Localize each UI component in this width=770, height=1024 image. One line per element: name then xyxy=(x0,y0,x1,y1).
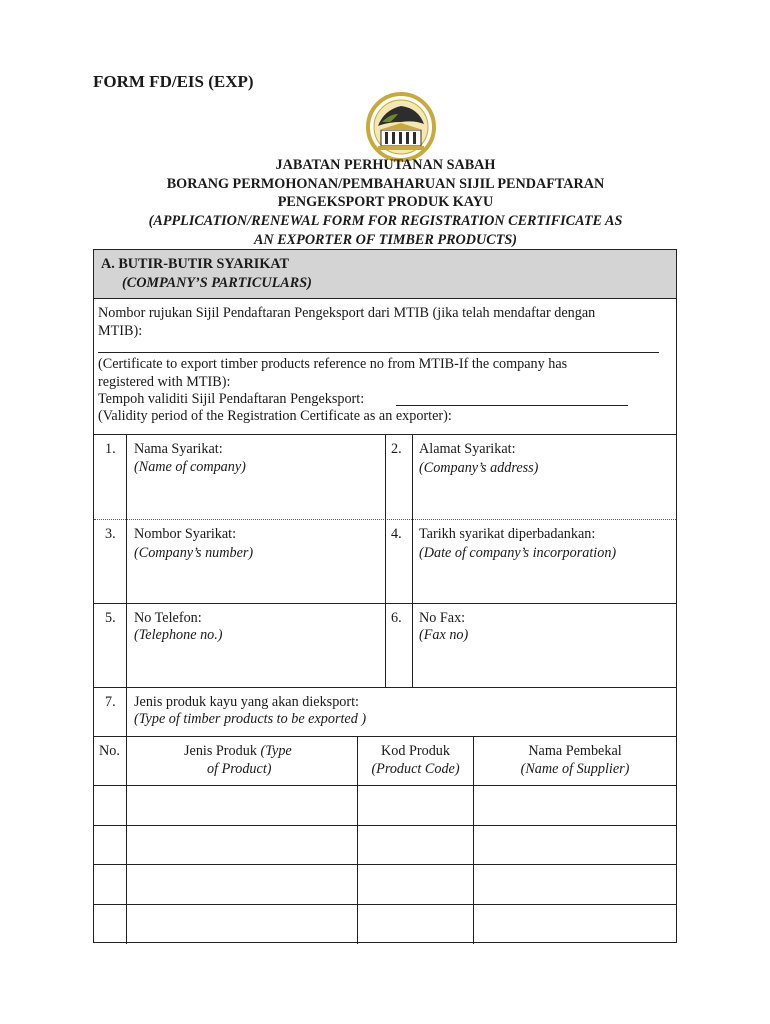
mtib-ref-label-1: Nombor rujukan Sijil Pendaftaran Pengeksport dari MTIB (jika telah mendaftar dengan xyxy=(98,305,596,321)
product-row-3-code[interactable] xyxy=(358,865,472,903)
col-type-header-text-en: (Type xyxy=(260,743,292,759)
section-a-header xyxy=(94,250,676,299)
col-type-header-a xyxy=(184,743,292,761)
telephone-label: No Telefon: xyxy=(134,610,202,626)
validity-label: Tempoh validiti Sijil Pendaftaran Pengeksport: xyxy=(98,391,365,407)
product-row-3-type[interactable] xyxy=(127,865,356,903)
header-line-3: PENGEKSPORT PRODUK KAYU xyxy=(277,194,494,210)
header-line-4: (APPLICATION/RENEWAL FORM FOR REGISTRATION CERTIFICATE AS xyxy=(148,213,623,229)
telephone-label-en: (Telephone no.) xyxy=(134,627,223,643)
product-row-2-supplier[interactable] xyxy=(474,826,675,863)
product-row-1-code[interactable] xyxy=(358,786,472,824)
telephone-input[interactable] xyxy=(127,647,384,686)
company-name-input[interactable] xyxy=(127,478,384,518)
mtib-ref-label-en-2: registered with MTIB): xyxy=(98,374,231,390)
header-line-5: AN EXPORTER OF TIMBER PRODUCTS) xyxy=(253,232,518,248)
company-address-label: Alamat Syarikat: xyxy=(419,441,516,457)
product-row-2-code[interactable] xyxy=(358,826,472,863)
section-a-subtitle: (COMPANY’S PARTICULARS) xyxy=(122,275,312,291)
fax-label-en: (Fax no) xyxy=(419,627,469,643)
col-type-header-b: of Product) xyxy=(207,761,272,777)
validity-input[interactable] xyxy=(396,405,628,406)
company-number-label-en: (Company’s number) xyxy=(134,545,254,561)
company-name-label: Nama Syarikat: xyxy=(134,441,223,457)
incorporation-date-label-en: (Date of company’s incorporation) xyxy=(419,545,617,561)
field-1-number: 1. xyxy=(105,441,116,457)
product-row-2-type[interactable] xyxy=(127,826,356,863)
mtib-ref-label-en-1: (Certificate to export timber products reference no from MTIB-If the company has xyxy=(98,356,568,372)
field-4-number: 4. xyxy=(391,526,402,542)
fax-label: No Fax: xyxy=(419,610,466,626)
company-address-label-en: (Company’s address) xyxy=(419,460,539,476)
col-code-header: Kod Produk xyxy=(381,743,450,759)
company-number-input[interactable] xyxy=(127,564,384,602)
timber-products-label-en: (Type of timber products to be exported ) xyxy=(134,711,367,727)
mtib-ref-label-2: MTIB): xyxy=(98,323,143,339)
product-row-3-supplier[interactable] xyxy=(474,865,675,903)
incorporation-date-label: Tarikh syarikat diperbadankan: xyxy=(419,526,596,542)
field-3-number: 3. xyxy=(105,526,116,542)
field-5-number: 5. xyxy=(105,610,116,626)
field-2-number: 2. xyxy=(391,441,402,457)
product-row-4-supplier[interactable] xyxy=(474,905,675,942)
product-row-4-type[interactable] xyxy=(127,905,356,942)
product-row-4-code[interactable] xyxy=(358,905,472,942)
col-supplier-header: Nama Pembekal xyxy=(528,743,622,759)
fax-input[interactable] xyxy=(413,647,675,686)
company-name-label-en: (Name of company) xyxy=(134,459,246,475)
product-row-1-supplier[interactable] xyxy=(474,786,675,824)
field-6-number: 6. xyxy=(391,610,402,626)
field-7-number: 7. xyxy=(105,694,116,710)
header-line-1: JABATAN PERHUTANAN SABAH xyxy=(275,157,496,173)
header-line-2: BORANG PERMOHONAN/PEMBAHARUAN SIJIL PENDAFTARAN xyxy=(166,176,605,192)
form-section-a xyxy=(93,249,677,943)
product-row-1-type[interactable] xyxy=(127,786,356,824)
form-code: FORM FD/EIS (EXP) xyxy=(93,72,254,91)
incorporation-date-input[interactable] xyxy=(413,564,675,602)
company-number-label: Nombor Syarikat: xyxy=(134,526,237,542)
mtib-ref-input[interactable] xyxy=(98,352,659,353)
col-no-header: No. xyxy=(99,743,120,759)
col-supplier-header-en: (Name of Supplier) xyxy=(520,761,630,777)
company-address-input[interactable] xyxy=(413,480,675,518)
col-type-header-text: Jenis Produk xyxy=(184,743,257,759)
sabah-forestry-logo xyxy=(364,92,438,162)
col-code-header-en: (Product Code) xyxy=(371,761,460,777)
section-a-title: A. BUTIR-BUTIR SYARIKAT xyxy=(101,256,290,272)
validity-label-en: (Validity period of the Registration Certificate as an exporter): xyxy=(98,408,452,424)
timber-products-label: Jenis produk kayu yang akan dieksport: xyxy=(134,694,359,710)
